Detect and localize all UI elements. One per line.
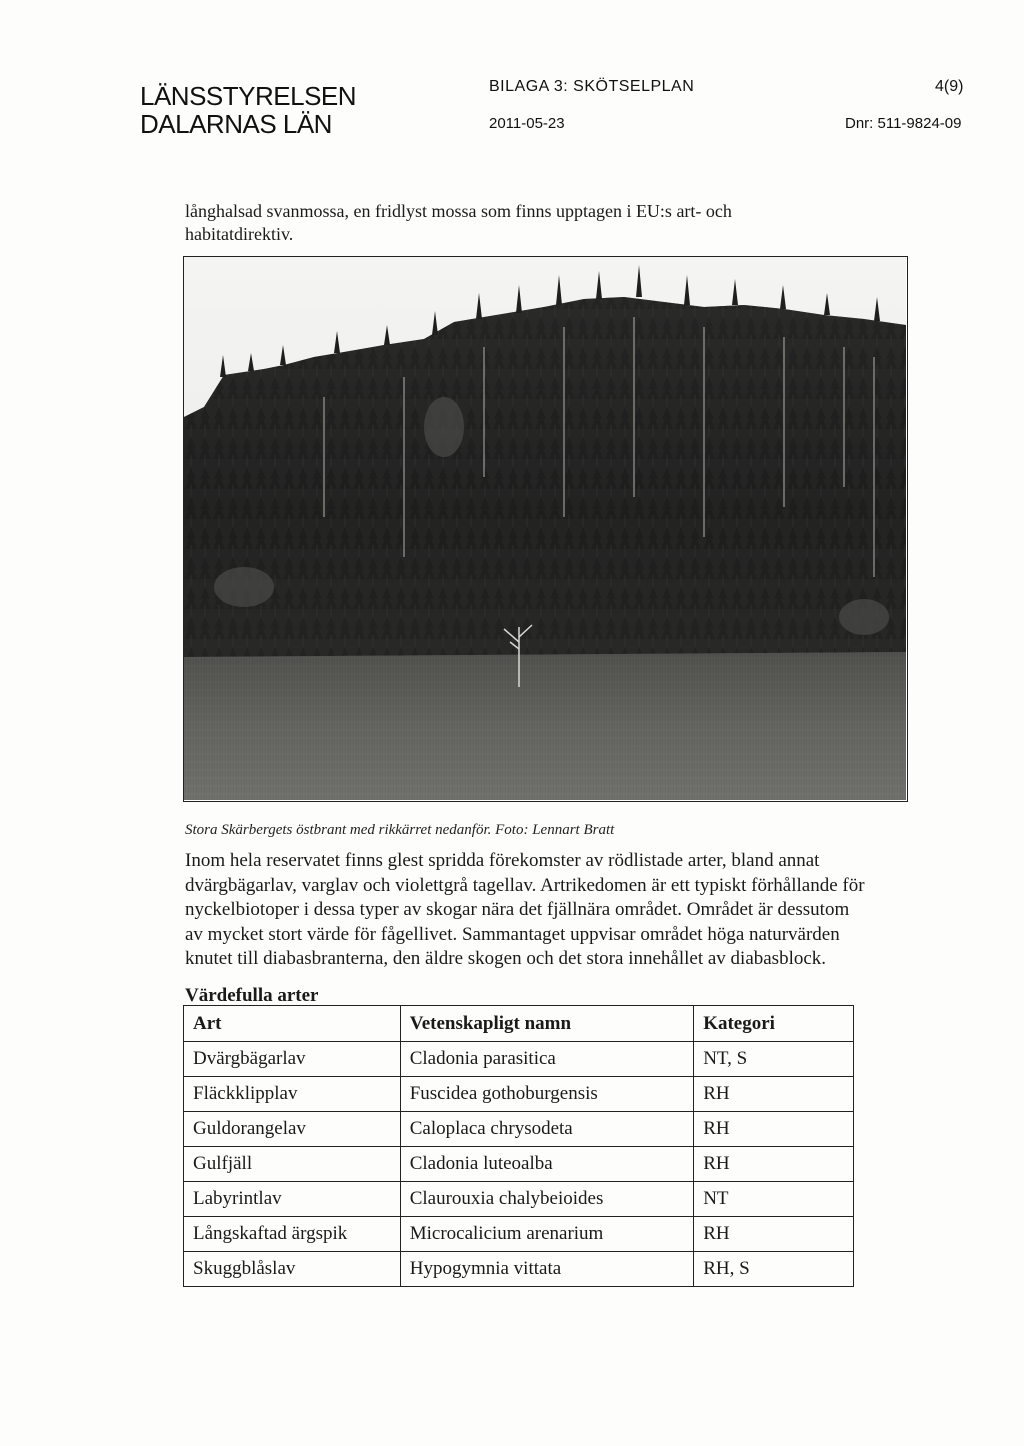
cell-category: NT [694,1182,854,1217]
table-header-row [184,1006,854,1042]
table-row [184,1182,854,1217]
document-type: BILAGA 3: SKÖTSELPLAN [489,78,695,95]
cell-art: Långskaftad ärgspik [184,1217,401,1252]
table-row [184,1252,854,1287]
cell-art: Gulfjäll [184,1147,401,1182]
cell-scientific-name: Claurouxia chalybeioides [400,1182,693,1217]
species-table [183,1005,854,1287]
column-header-scientific-name: Vetenskapligt namn [400,1006,693,1042]
cell-category: RH, S [694,1252,854,1287]
cell-scientific-name: Fuscidea gothoburgensis [400,1077,693,1112]
table-row [184,1147,854,1182]
table-heading: Värdefulla arter [185,985,319,1006]
photo-caption: Stora Skärbergets östbrant med rikkärret nedanför. Foto: Lennart Bratt [185,822,615,838]
photo-graphic [184,257,906,800]
cell-art: Dvärgbägarlav [184,1042,401,1077]
diary-number: Dnr: 511-9824-09 [845,115,962,132]
organization-name [140,82,356,138]
cell-scientific-name: Caloplaca chrysodeta [400,1112,693,1147]
document-date: 2011-05-23 [489,115,565,132]
column-header-category: Kategori [694,1006,854,1042]
cell-scientific-name: Cladonia luteoalba [400,1147,693,1182]
cell-category: RH [694,1147,854,1182]
forest-hillside-photo [183,256,908,802]
cell-art: Labyrintlav [184,1182,401,1217]
column-header-art: Art [184,1006,401,1042]
organization-line-2: DALARNAS LÄN [140,109,332,139]
table-row [184,1112,854,1147]
cell-scientific-name: Microcalicium arenarium [400,1217,693,1252]
cell-art: Fläckklipplav [184,1077,401,1112]
cell-scientific-name: Cladonia parasitica [400,1042,693,1077]
organization-line-1: LÄNSSTYRELSEN [140,81,357,111]
table-row [184,1042,854,1077]
table-row [184,1217,854,1252]
cell-category: RH [694,1217,854,1252]
cell-scientific-name: Hypogymnia vittata [400,1252,693,1287]
cell-category: RH [694,1077,854,1112]
cell-category: NT, S [694,1042,854,1077]
cell-art: Guldorangelav [184,1112,401,1147]
page-number: 4(9) [935,78,964,95]
table-row [184,1077,854,1112]
body-paragraph: Inom hela reservatet finns glest spridda förekomster av rödlistade arter, bland annat dvärgbägarlav, varglav och violettgrå tagellav. Artrikedomen är ett typiskt förhållande för nyckelbiotoper i dessa typer av skogar nära det fjällnära området. Området är dessutom av mycket stort värde för fågellivet. Sammantaget uppvisar området höga naturvärden knutet till diabasbranterna, den äldre skogen och det stora innehållet av diabasblock. [185,850,865,969]
cell-art: Skuggblåslav [184,1252,401,1287]
intro-text: långhalsad svanmossa, en fridlyst mossa som finns upptagen i EU:s art- och habitatdirektiv. [185,201,732,244]
cell-category: RH [694,1112,854,1147]
